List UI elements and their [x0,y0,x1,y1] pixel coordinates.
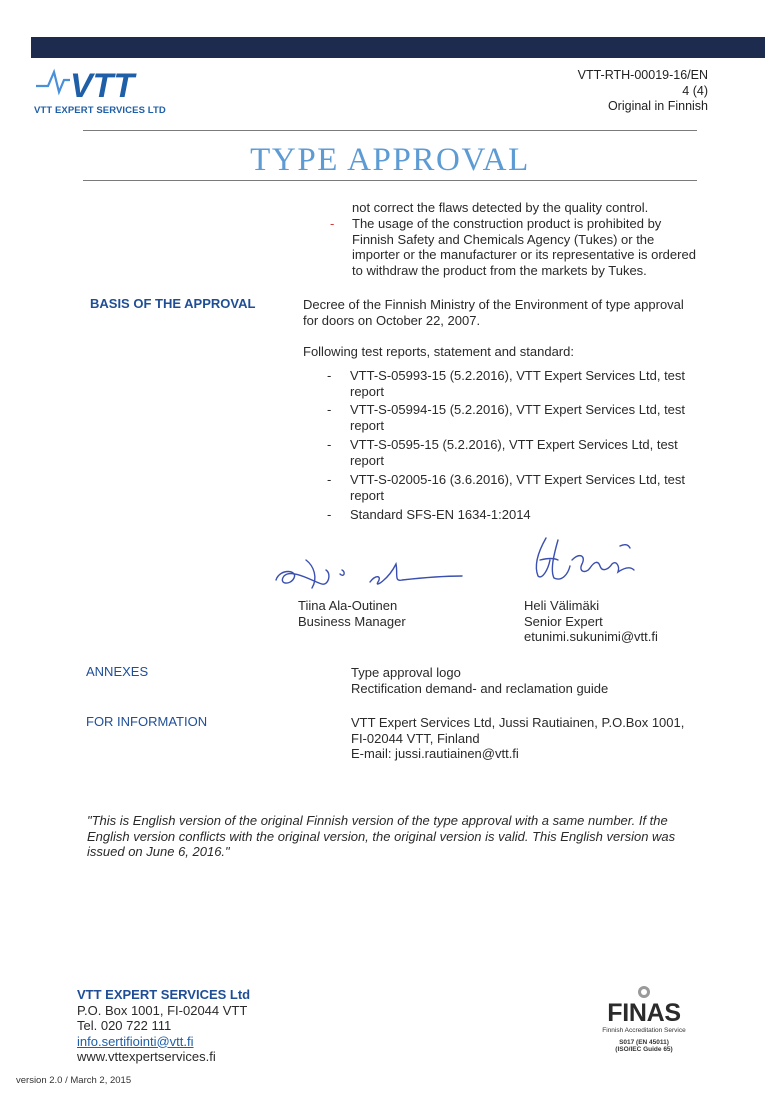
list-dash: - [327,507,332,522]
list-item-line: Standard SFS-EN 1634-1:2014 [350,507,531,522]
finas-subtitle: Finnish Accreditation Service [602,1027,686,1034]
document-reference [578,68,708,115]
for-information-text [351,715,684,762]
signature-right-image [528,530,648,588]
list-item-line: report [350,383,384,399]
list-dash: - [327,472,332,487]
continuation-bullet [352,216,696,278]
doc-number: VTT-RTH-00019-16/EN [577,68,708,82]
page-title: TYPE APPROVAL [250,142,530,178]
vtt-wave-icon [34,62,184,104]
footer-company: VTT EXPERT SERVICES Ltd [77,987,251,1002]
signatory-left [298,598,406,629]
for-information-label: FOR INFORMATION [86,714,208,729]
list-item-line: report [350,487,384,503]
list-dash: - [327,437,332,452]
bullet-line: The usage of the construction product is prohibited by [352,216,662,231]
vtt-logo-text: VTT [70,67,135,104]
header-rule-bottom [83,180,697,181]
finas-code: S017 (EN 45011) [619,1039,669,1046]
list-item [350,368,710,399]
original-note: Original in Finnish [607,99,708,113]
continuation-line: not correct the flaws detected by the quality control. [352,200,649,215]
page-number: 4 (4) [682,83,708,98]
info-line: FI-02044 VTT, Finland [351,730,480,746]
note-line: English version conflicts with the original version, the original version is valid. This English version was [87,828,676,844]
bullet-line: to withdraw the product from the markets by Tukes. [352,262,647,278]
footer-address: P.O. Box 1001, FI-02044 VTT [77,1002,248,1018]
list-item-line: report [350,417,384,433]
annex-item: Rectification demand- and reclamation guide [351,680,609,696]
reports-intro: Following test reports, statement and standard: [303,344,574,359]
bullet-line: Finnish Safety and Chemicals Agency (Tukes) or the [352,231,655,247]
footer-phone: Tel. 020 722 111 [77,1018,172,1033]
signature-left-image [270,548,470,596]
finas-guide: (ISO/IEC Guide 65) [615,1046,673,1053]
vtt-logo [34,62,184,118]
annex-item: Type approval logo [351,665,461,680]
list-item-line: VTT-S-0595-15 (5.2.2016), VTT Expert Services Ltd, test [350,437,678,452]
decree-line: Decree of the Finnish Ministry of the Environment of type approval [303,297,684,312]
finas-crown-icon [637,985,651,999]
signatory-role: Senior Expert [524,613,603,629]
version-stamp: version 2.0 / March 2, 2015 [16,1075,132,1086]
finas-mark [588,985,700,1053]
finas-name: FINAS [607,999,681,1027]
bullet-dash: - [330,216,335,231]
list-dash: - [327,368,332,383]
list-item [350,437,710,468]
signatory-name: Heli Välimäki [524,598,600,613]
info-line: E-mail: jussi.rautiainen@vtt.fi [351,746,519,761]
annexes-label: ANNEXES [86,664,149,679]
header-band [31,37,765,58]
footer-email-link[interactable]: info.sertifiointi@vtt.fi [77,1033,194,1049]
list-dash: - [327,402,332,417]
list-item-line: VTT-S-05993-15 (5.2.2016), VTT Expert Services Ltd, test [350,368,686,383]
signatory-right [524,598,658,645]
info-line: VTT Expert Services Ltd, Jussi Rautiainen, P.O.Box 1001, [351,715,685,730]
decree-line: for doors on October 22, 2007. [303,312,481,328]
list-item-line: report [350,452,384,468]
bullet-line: importer or the manufacturer or its representative is ordered [352,247,696,262]
english-version-note [87,813,707,860]
signatory-name: Tiina Ala-Outinen [298,598,398,613]
footer-contacts [77,987,250,1065]
note-line: issued on June 6, 2016." [87,844,230,859]
list-item [350,472,710,503]
company-name: VTT EXPERT SERVICES LTD [34,105,166,116]
basis-label: BASIS OF THE APPROVAL [90,296,256,311]
note-line: "This is English version of the original Finnish version of the type approval with a same number. If the [87,813,668,828]
decree-text [303,297,684,328]
footer-website[interactable]: www.vttexpertservices.fi [77,1049,216,1064]
list-item-line: VTT-S-02005-16 (3.6.2016), VTT Expert Services Ltd, test [350,472,686,487]
signatory-role: Business Manager [298,613,406,629]
list-item-line: VTT-S-05994-15 (5.2.2016), VTT Expert Services Ltd, test [350,402,686,417]
header-rule-top [83,130,697,131]
annexes-list [351,665,608,696]
signatory-email: etunimi.sukunimi@vtt.fi [524,629,658,644]
list-item [350,402,710,433]
list-item [350,507,710,523]
